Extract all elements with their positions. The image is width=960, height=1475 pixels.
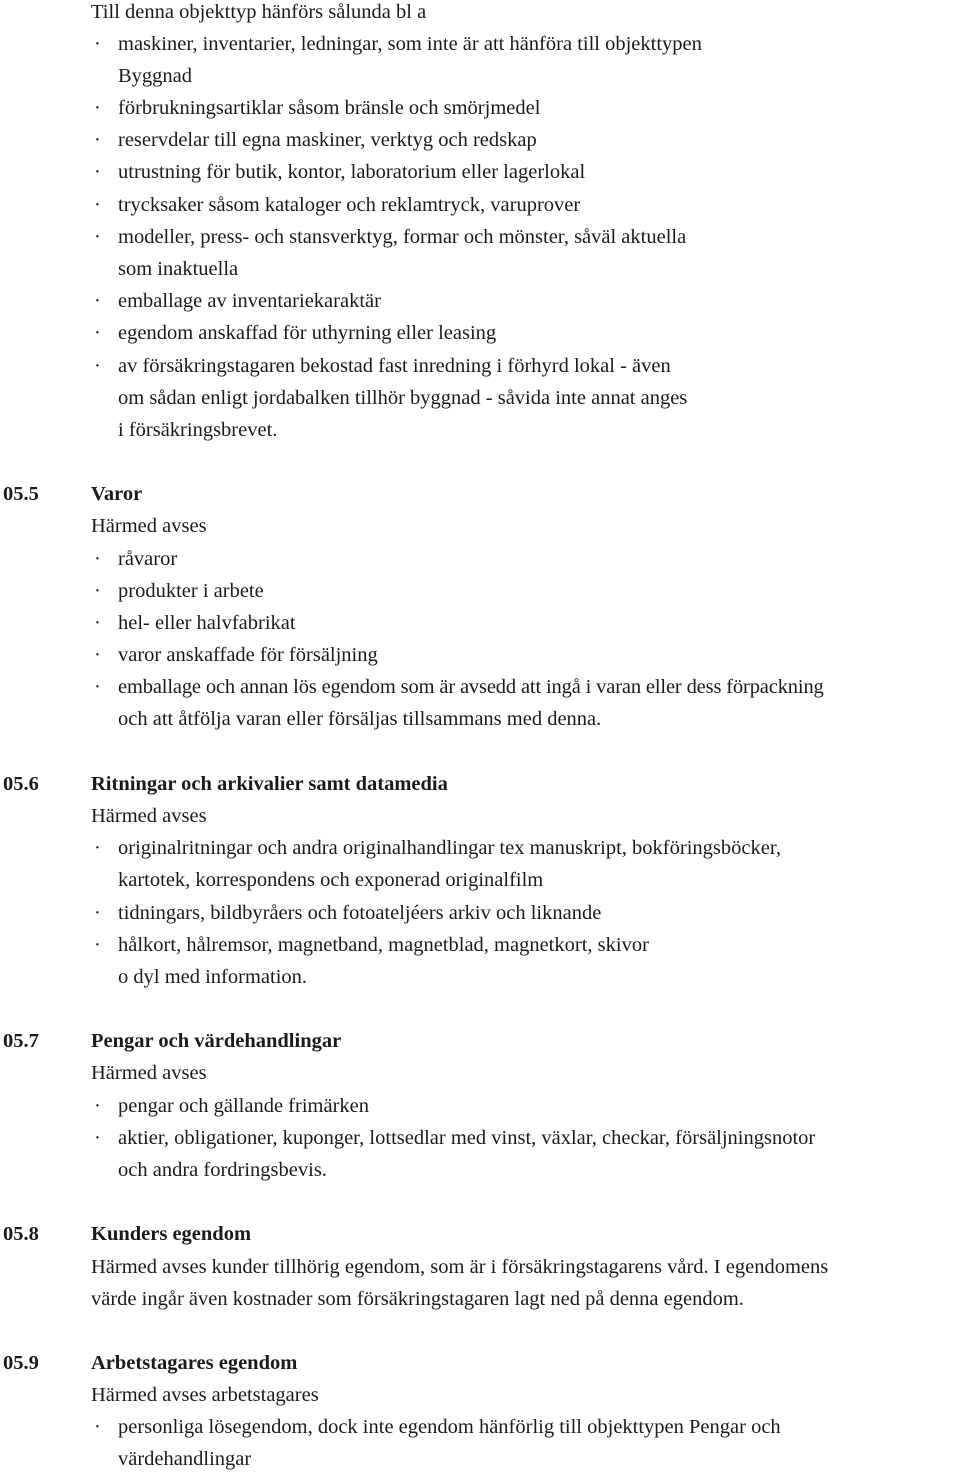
bullet-dot: · — [94, 837, 101, 859]
list-item: modeller, press- och stansverktyg, formar och mönster, såväl aktuella — [118, 226, 687, 248]
list-item: tidningars, bildbyråers och fotoateljéers arkiv och liknande — [118, 902, 602, 924]
list-item-continuation: Byggnad — [118, 65, 193, 87]
list-item: egendom anskaffad för uthyrning eller leasing — [118, 322, 497, 344]
list-item: emballage och annan lös egendom som är avsedd att ingå i varan eller dess förpackning — [118, 676, 824, 698]
list-item: pengar och gällande frimärken — [118, 1095, 370, 1117]
section-paragraph: värde ingår även kostnader som försäkringstagaren lagt ned på denna egendom. — [91, 1288, 744, 1310]
list-item: originalritningar och andra originalhandlingar tex manuskript, bokföringsböcker, — [118, 837, 781, 859]
bullet-dot: · — [94, 644, 101, 666]
bullet-dot: · — [94, 1127, 101, 1149]
bullet-dot: · — [94, 548, 101, 570]
bullet-dot: · — [94, 226, 101, 248]
section-lead: Härmed avses — [91, 805, 207, 827]
list-item: förbrukningsartiklar såsom bränsle och smörjmedel — [118, 97, 541, 119]
list-item-continuation: o dyl med information. — [118, 966, 308, 988]
intro-lead: Till denna objekttyp hänförs sålunda bl a — [91, 1, 427, 23]
bullet-dot: · — [94, 1416, 101, 1438]
bullet-dot: · — [94, 355, 101, 377]
section-lead: Härmed avses arbetstagares — [91, 1384, 319, 1406]
list-item: trycksaker såsom kataloger och reklamtryck, varuprover — [118, 194, 581, 216]
bullet-dot: · — [94, 33, 101, 55]
bullet-dot: · — [94, 612, 101, 634]
list-item: emballage av inventariekaraktär — [118, 290, 381, 312]
bullet-dot: · — [94, 902, 101, 924]
list-item: maskiner, inventarier, ledningar, som inte är att hänföra till objekttypen — [118, 33, 702, 55]
list-item: hel- eller halvfabrikat — [118, 612, 296, 634]
bullet-dot: · — [94, 194, 101, 216]
list-item: varor anskaffade för försäljning — [118, 644, 378, 666]
section-number: 05.8 — [3, 1223, 39, 1245]
section-title: Varor — [91, 483, 143, 505]
section-number: 05.9 — [3, 1352, 39, 1374]
list-item: hålkort, hålremsor, magnetband, magnetblad, magnetkort, skivor — [118, 934, 649, 956]
bullet-dot: · — [94, 161, 101, 183]
section-lead: Härmed avses — [91, 515, 207, 537]
list-item: utrustning för butik, kontor, laboratorium eller lagerlokal — [118, 161, 586, 183]
list-item-continuation: om sådan enligt jordabalken tillhör byggnad - såvida inte annat anges — [118, 387, 688, 409]
bullet-dot: · — [94, 322, 101, 344]
list-item: aktier, obligationer, kuponger, lottsedlar med vinst, växlar, checkar, försäljningsnotor — [118, 1127, 816, 1149]
section-title: Ritningar och arkivalier samt datamedia — [91, 773, 448, 795]
list-item-continuation: och andra fordringsbevis. — [118, 1159, 327, 1181]
list-item: personliga lösegendom, dock inte egendom hänförlig till objekttypen Pengar och — [118, 1416, 781, 1438]
list-item-continuation: värdehandlingar — [118, 1448, 252, 1470]
list-item: råvaror — [118, 548, 178, 570]
list-item: reservdelar till egna maskiner, verktyg och redskap — [118, 129, 537, 151]
bullet-dot: · — [94, 129, 101, 151]
list-item: produkter i arbete — [118, 580, 264, 602]
section-title: Arbetstagares egendom — [91, 1352, 298, 1374]
bullet-dot: · — [94, 580, 101, 602]
list-item-continuation: och att åtfölja varan eller försäljas tillsammans med denna. — [118, 708, 602, 730]
bullet-dot: · — [94, 676, 101, 698]
list-item-continuation: i försäkringsbrevet. — [118, 419, 278, 441]
bullet-dot: · — [94, 97, 101, 119]
section-number: 05.6 — [3, 773, 39, 795]
section-title: Kunders egendom — [91, 1223, 252, 1245]
bullet-dot: · — [94, 934, 101, 956]
section-lead: Härmed avses — [91, 1062, 207, 1084]
bullet-dot: · — [94, 290, 101, 312]
section-title: Pengar och värdehandlingar — [91, 1030, 342, 1052]
section-number: 05.5 — [3, 483, 39, 505]
section-number: 05.7 — [3, 1030, 39, 1052]
section-paragraph: Härmed avses kunder tillhörig egendom, som är i försäkringstagarens vård. I egendomens — [91, 1256, 829, 1278]
list-item: av försäkringstagaren bekostad fast inredning i förhyrd lokal - även — [118, 355, 671, 377]
list-item-continuation: kartotek, korrespondens och exponerad originalfilm — [118, 869, 544, 891]
bullet-dot: · — [94, 1095, 101, 1117]
list-item-continuation: som inaktuella — [118, 258, 239, 280]
